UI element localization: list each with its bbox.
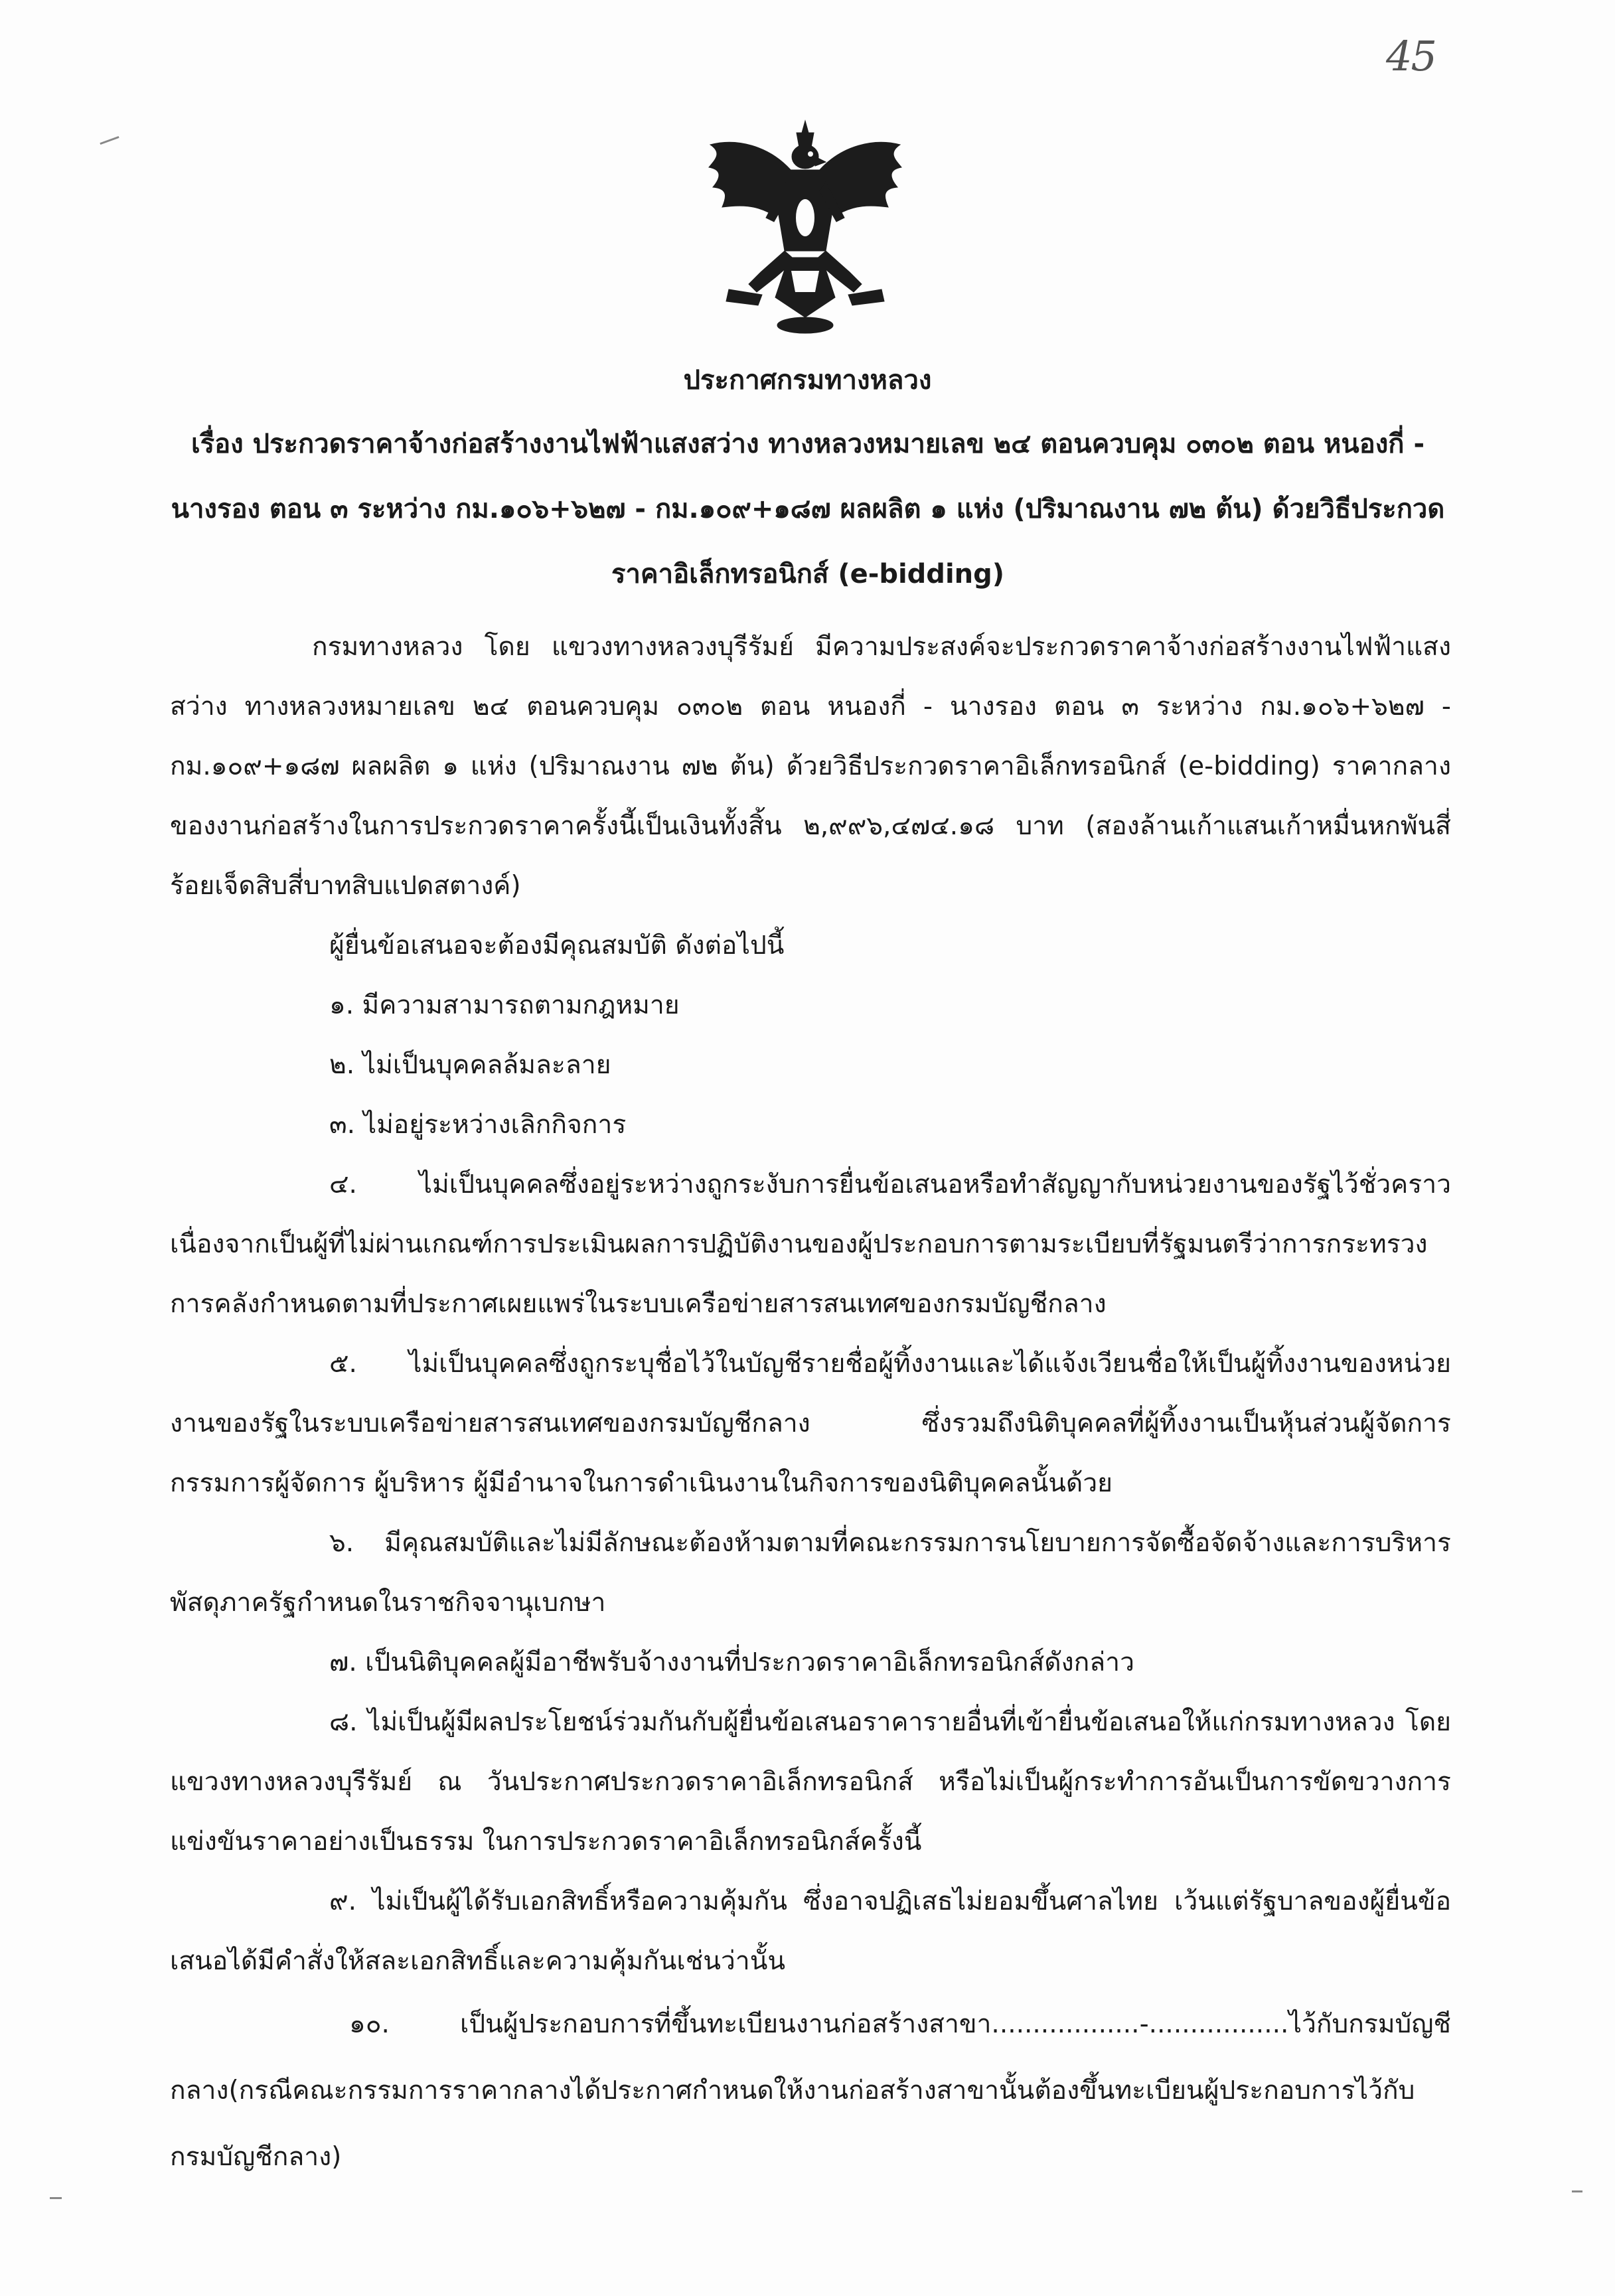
handwritten-page-number: 45 (1386, 32, 1436, 80)
intro-paragraph: กรมทางหลวง โดย แขวงทางหลวงบุรีรัมย์ มีความประสงค์จะประกวดราคาจ้างก่อสร้างงานไฟฟ้าแสงสว่าง ทางหลวงหมายเลข ๒๔ ตอนควบคุม ๐๓๐๒ ตอน หนองกี่ - นางรอง ตอน ๓ ระหว่าง กม.๑๐๖+๖๒๗ - กม.๑๐๙+๑๘๗ ผลผลิต ๑ แห่ง (ปริมาณงาน ๗๒ ต้น) ด้วยวิธีประกวดราคาอิเล็กทรอนิกส์ (e-bidding) ราคากลางของงานก่อสร้างในการประกวดราคาครั้งนี้เป็นเงินทั้งสิ้น ๒,๙๙๖,๔๗๔.๑๘ บาท (สองล้านเก้าแสนเก้าหมื่นหกพันสี่ร้อยเจ็ดสิบสี่บาทสิบแปดสตางค์) (170, 632, 1451, 901)
announcement-title: ประกาศกรมทางหลวง (683, 365, 932, 396)
scan-mark (50, 2197, 62, 2199)
scan-mark (1572, 2190, 1582, 2192)
qualifications-intro: ผู้ยื่นข้อเสนอจะต้องมีคุณสมบัติ ดังต่อไปนี้ (329, 931, 785, 960)
qualification-item: ๑. มีความสามารถตามกฎหมาย (329, 990, 680, 1020)
qualification-item: ๘. ไม่เป็นผู้มีผลประโยชน์ร่วมกันกับผู้ยื่นข้อเสนอราคารายอื่นที่เข้ายื่นข้อเสนอให้แก่กรมทางหลวง โดย แขวงทางหลวงบุรีรัมย์ ณ วันประกาศประกวดราคาอิเล็กทรอนิกส์ หรือไม่เป็นผู้กระทำการอันเป็นการขัดขวางการแข่งขันราคาอย่างเป็นธรรม ในการประกวดราคาอิเล็กทรอนิกส์ครั้งนี้ (170, 1707, 1451, 1857)
qualification-item: ๗. เป็นนิติบุคคลผู้มีอาชีพรับจ้างงานที่ประกวดราคาอิเล็กทรอนิกส์ดังกล่าว (329, 1647, 1134, 1677)
scan-mark (100, 136, 119, 145)
qualification-item: ๔. ไม่เป็นบุคคลซึ่งอยู่ระหว่างถูกระงับการยื่นข้อเสนอหรือทำสัญญากับหน่วยงานของรัฐไว้ชั่วคราว เนื่องจากเป็นผู้ที่ไม่ผ่านเกณฑ์การประเมินผลการปฏิบัติงานของผู้ประกอบการตามระเบียบที่รัฐมนตรีว่าการกระทรวงการคลังกำหนดตามที่ประกาศเผยแพร่ในระบบเครือข่ายสารสนเทศของกรมบัญชีกลาง (170, 1170, 1451, 1319)
qualification-item: ๖. มีคุณสมบัติและไม่มีลักษณะต้องห้ามตามที่คณะกรรมการนโยบายการจัดซื้อจัดจ้างและการบริหารพัสดุภาครัฐกำหนดในราชกิจจานุเบกษา (170, 1528, 1451, 1618)
qualification-item: ๑๐. เป็นผู้ประกอบการที่ขึ้นทะเบียนงานก่อสร้างสาขา..................-.................ไว้กับกรมบัญชีกลาง(กรณีคณะกรรมการราคากลางได้ประกาศกำหนดให้งานก่อสร้างสาขานั้นต้องขึ้นทะเบียนผู้ประกอบการไว้กับกรมบัญชีกลาง) (170, 2009, 1451, 2172)
qualification-item: ๕. ไม่เป็นบุคคลซึ่งถูกระบุชื่อไว้ในบัญชีรายชื่อผู้ทิ้งงานและได้แจ้งเวียนชื่อให้เป็นผู้ทิ้งงานของหน่วยงานของรัฐในระบบเครือข่ายสารสนเทศของกรมบัญชีกลาง ซึ่งรวมถึงนิติบุคคลที่ผู้ทิ้งงานเป็นหุ้นส่วนผู้จัดการ กรรมการผู้จัดการ ผู้บริหาร ผู้มีอำนาจในการดำเนินงานในกิจการของนิติบุคคลนั้นด้วย (170, 1349, 1451, 1498)
qualification-item: ๓. ไม่อยู่ระหว่างเลิกกิจการ (329, 1110, 627, 1140)
garuda-emblem-icon (702, 118, 908, 337)
qualification-item: ๒. ไม่เป็นบุคคลล้มละลาย (329, 1050, 611, 1080)
qualification-item: ๙. ไม่เป็นผู้ได้รับเอกสิทธิ์หรือความคุ้มกัน ซึ่งอาจปฏิเสธไม่ยอมขึ้นศาลไทย เว้นแต่รัฐบาลของผู้ยื่นข้อเสนอได้มีคำสั่งให้สละเอกสิทธิ์และความคุ้มกันเช่นว่านั้น (170, 1886, 1451, 1976)
announcement-subject: เรื่อง ประกวดราคาจ้างก่อสร้างงานไฟฟ้าแสงสว่าง ทางหลวงหมายเลข ๒๔ ตอนควบคุม ๐๓๐๒ ตอน หนองกี่ - นางรอง ตอน ๓ ระหว่าง กม.๑๐๖+๖๒๗ - กม.๑๐๙+๑๘๗ ผลผลิต ๑ แห่ง (ปริมาณงาน ๗๒ ต้น) ด้วยวิธีประกวดราคาอิเล็กทรอนิกส์ (e-bidding) (171, 429, 1445, 589)
announcement-body (170, 617, 1451, 2190)
